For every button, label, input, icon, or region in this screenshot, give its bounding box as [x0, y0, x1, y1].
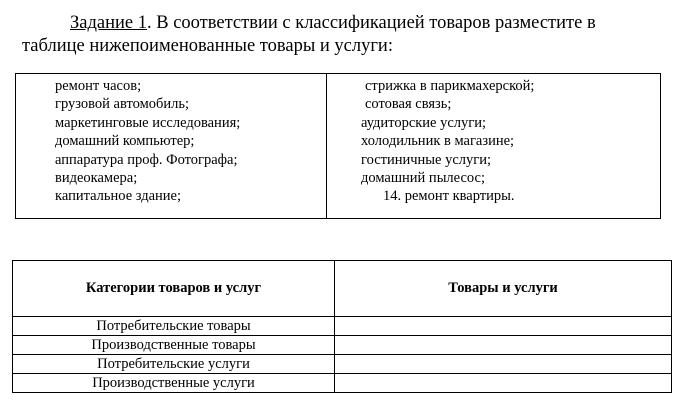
list-item: грузовой автомобиль;: [55, 96, 190, 113]
answer-cell[interactable]: [335, 317, 672, 336]
list-item: капитальное здание;: [55, 188, 182, 205]
answer-cell[interactable]: [335, 336, 672, 355]
list-item: холодильник в магазине;: [361, 133, 515, 150]
answer-cell[interactable]: [335, 374, 672, 393]
list-item: аппаратура проф. Фотографа;: [55, 151, 238, 168]
list-item: аудиторские услуги;: [361, 114, 487, 131]
list-item: ремонт часов;: [55, 78, 142, 94]
list-item: гостиничные услуги;: [361, 151, 492, 168]
list-item: домашний пылесос;: [361, 170, 485, 187]
category-cell: Потребительские услуги: [13, 355, 335, 374]
category-cell: Производственные услуги: [13, 374, 335, 393]
category-cell: Производственные товары: [13, 336, 335, 355]
task-statement: [22, 12, 682, 58]
categories-table: [12, 260, 672, 393]
task-text-1: . В соответствии с классификацией товаров разместите в: [147, 13, 596, 33]
category-cell: Потребительские товары: [13, 317, 335, 336]
task-label: Задание 1: [70, 13, 147, 33]
list-item: маркетинговые исследования;: [55, 114, 241, 131]
table-row: [13, 317, 672, 336]
list-item: видеокамера;: [55, 170, 138, 187]
table-row: [13, 336, 672, 355]
answer-cell[interactable]: [335, 355, 672, 374]
header-categories: Категории товаров и услуг: [13, 261, 335, 317]
items-list-box: [15, 73, 661, 219]
table-row: [13, 374, 672, 393]
list-item: стрижка в парикмахерской;: [365, 78, 535, 94]
items-list-left-column: [16, 74, 327, 218]
table-header-row: [13, 261, 672, 317]
header-goods-services: Товары и услуги: [335, 261, 672, 317]
table-row: [13, 355, 672, 374]
list-item: 14. ремонт квартиры.: [383, 188, 515, 205]
items-list-right-column: [327, 74, 660, 218]
list-item: домашний компьютер;: [55, 133, 195, 150]
task-line-1: [22, 12, 682, 35]
list-item: сотовая связь;: [365, 96, 452, 113]
task-line-2: таблице нижепоименованные товары и услуги:: [22, 36, 393, 56]
